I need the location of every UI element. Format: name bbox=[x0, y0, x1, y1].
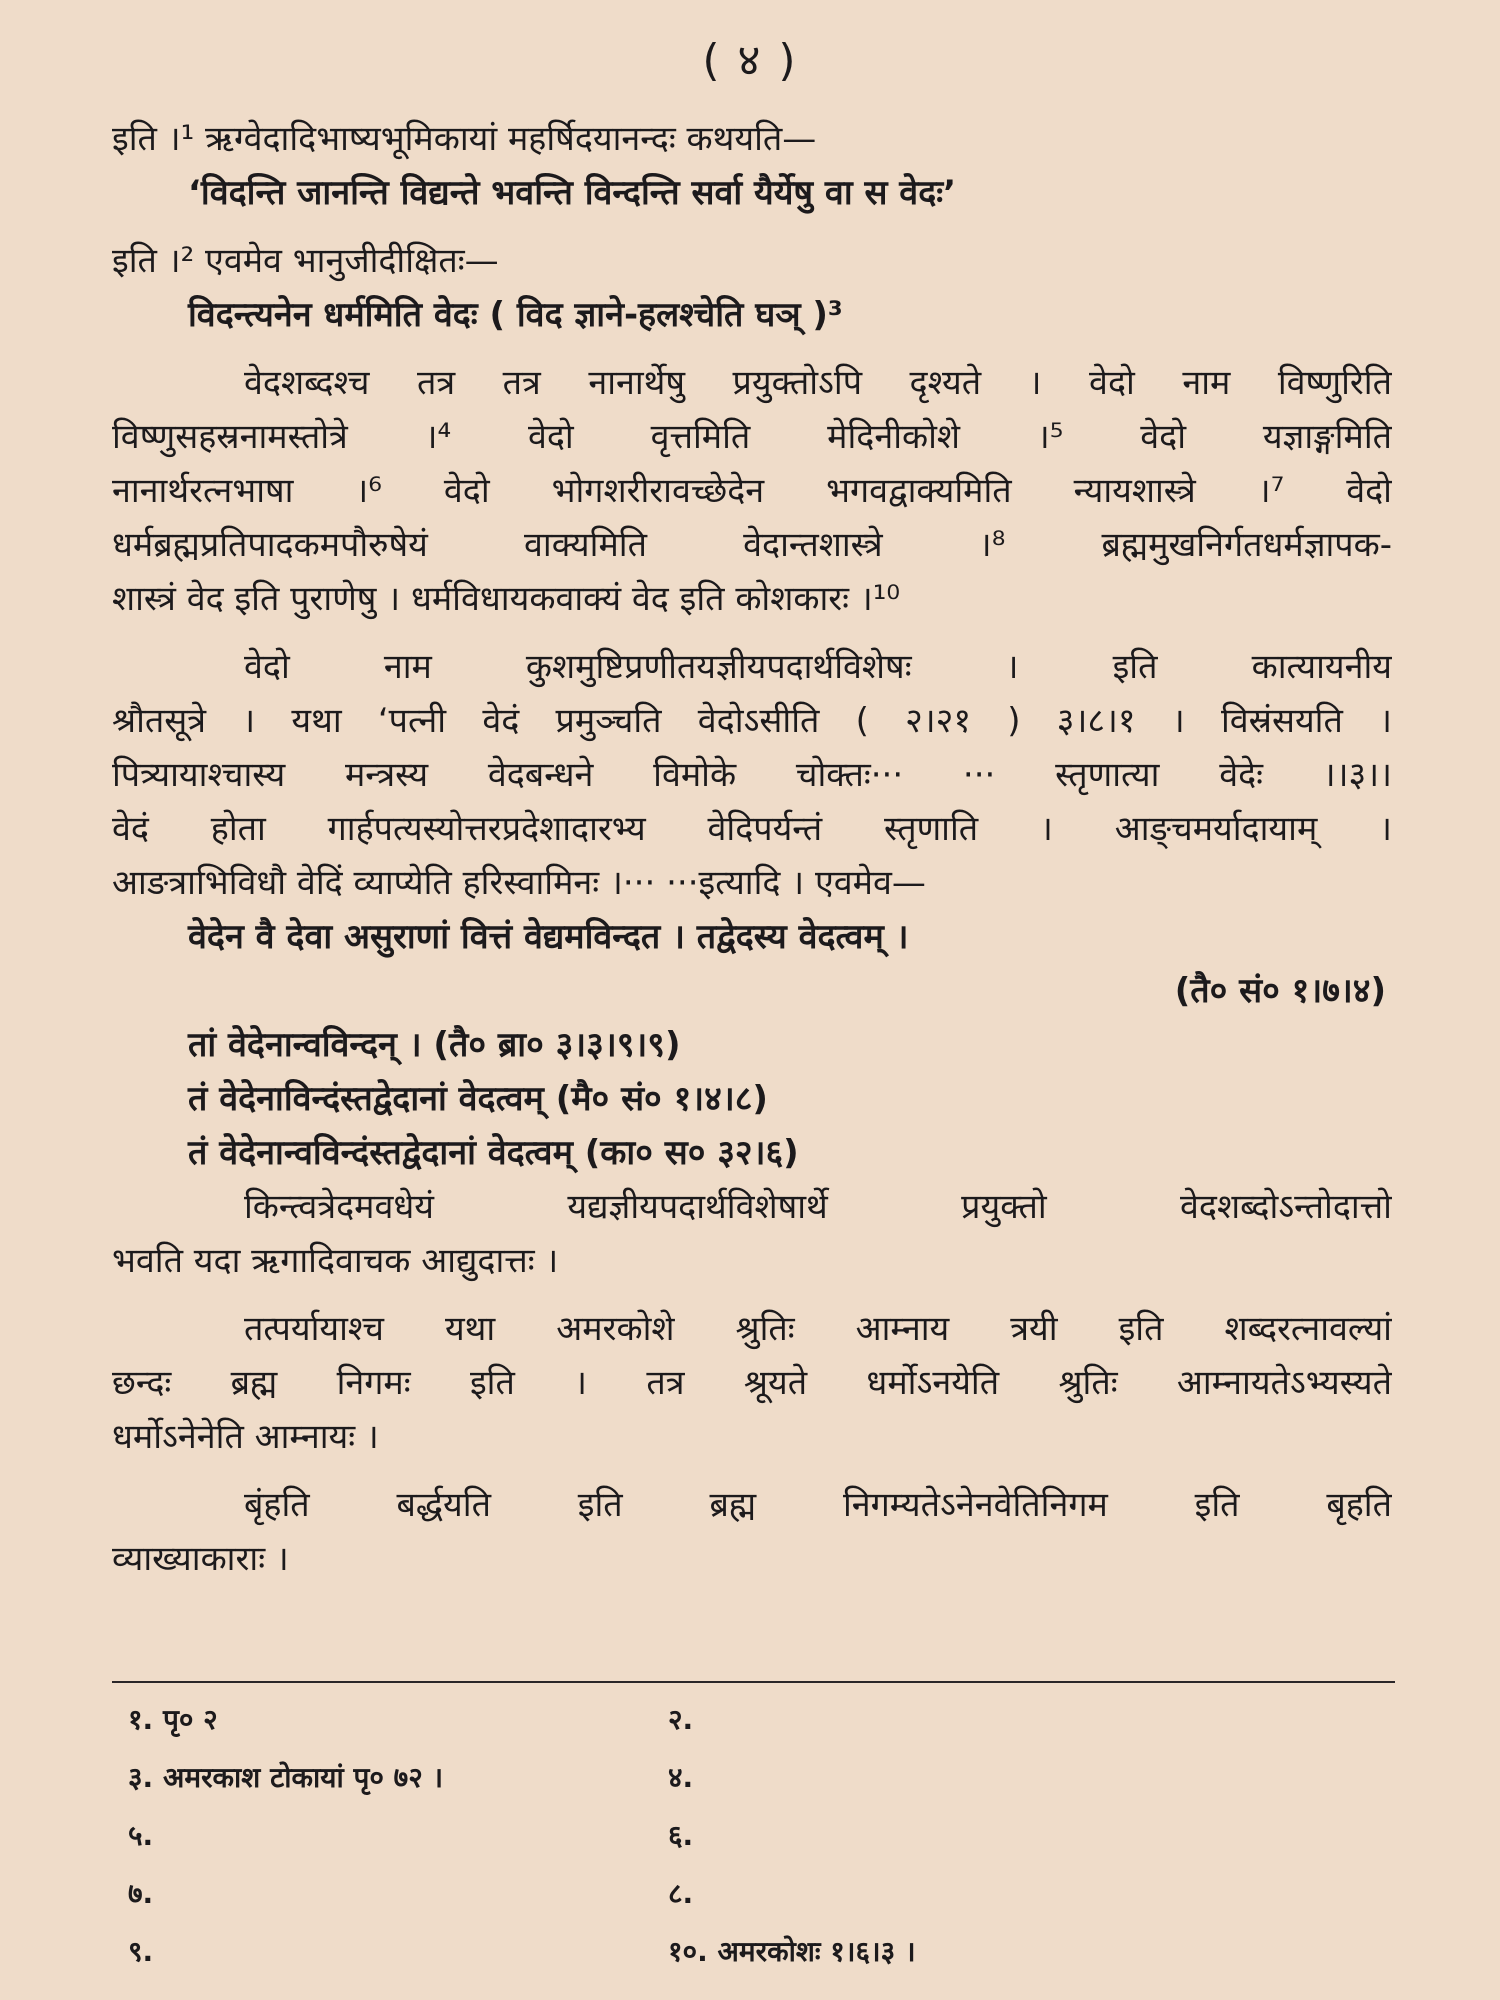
text-line: आङत्राभिविधौ वेदिं व्याप्येति हरिस्वामिनः ।··· ···इत्यादि । एवमेव— bbox=[112, 863, 926, 903]
text-line: वेदो नाम कुशमुष्टिप्रणीतयज्ञीयपदार्थविशेषः । इति कात्यायनीय bbox=[244, 647, 1392, 687]
footnote-right: ४. bbox=[668, 1761, 694, 1794]
footnote-right: २. bbox=[668, 1703, 694, 1736]
footnotes bbox=[128, 1700, 1388, 1990]
paragraph-gap bbox=[112, 220, 1392, 234]
footnote-divider bbox=[112, 1681, 1395, 1683]
text-line: बृंहति बर्द्धयति इति ब्रह्म निगम्यतेऽनेनवेतिनिगम इति बृहति bbox=[244, 1485, 1392, 1525]
footnote-left: ५. bbox=[128, 1819, 154, 1852]
footnote-right: ८. bbox=[668, 1877, 694, 1910]
text-line: तत्पर्यायाश्च यथा अमरकोशे श्रुतिः आम्नाय त्रयी इति शब्दरत्नावल्यां bbox=[244, 1309, 1392, 1349]
text-line: ‘विदन्ति जानन्ति विद्यन्ते भवन्ति विन्दन्ति सर्वा यैर्येषु वा स वेदः’ bbox=[188, 173, 957, 213]
text-line: वेदं होता गार्हपत्यस्योत्तरप्रदेशादारभ्य वेदिपर्यन्तं स्तृणाति । आङ्चमर्यादायाम् । bbox=[112, 809, 1392, 849]
text-line: छन्दः ब्रह्म निगमः इति । तत्र श्रूयते धर्मोऽनयेति श्रुतिः आम्नायतेऽभ्यस्यते bbox=[112, 1363, 1392, 1403]
footnote-left: ९. bbox=[128, 1935, 154, 1968]
paragraph-gap bbox=[112, 1288, 1392, 1302]
text-line: भवति यदा ऋगादिवाचक आद्युदात्तः । bbox=[112, 1241, 559, 1281]
text-line: पित्र्यायाश्चास्य मन्त्रस्य वेदबन्धने विमोके चोक्तः··· ··· स्तृणात्या वेदेः ।।३।। bbox=[112, 755, 1392, 795]
text-line: इति ।² एवमेव भानुजीदीक्षितः— bbox=[112, 241, 499, 281]
text-line: तां वेदेनान्वविन्दन् । (तै० ब्रा० ३।३।९।९) bbox=[188, 1025, 681, 1065]
footnote-right: ६. bbox=[668, 1819, 694, 1852]
text-line: तं वेदेनान्वविन्दंस्तद्वेदानां वेदत्वम् (का० स० ३२।६) bbox=[188, 1133, 799, 1173]
text-line: विष्णुसहस्रनामस्तोत्रे ।⁴ वेदो वृत्तमिति मेदिनीकोशे ।⁵ वेदो यज्ञाङ्गमिति bbox=[112, 417, 1392, 457]
text-line: (तै० सं० १।७।४) bbox=[1174, 971, 1386, 1011]
footnote-right: १०. अमरकोशः १।६।३ । bbox=[668, 1935, 916, 1968]
footnote-row bbox=[128, 1758, 1388, 1816]
paragraph-gap bbox=[112, 342, 1392, 356]
text-line: श्रौतसूत्रे । यथा ‘पत्नी वेदं प्रमुञ्चति वेदोऽसीति ( २।२१ ) ३।८।१ । विस्रंसयति । bbox=[112, 701, 1392, 741]
footnote-row bbox=[128, 1874, 1388, 1932]
footnote-row bbox=[128, 1700, 1388, 1758]
footnote-row bbox=[128, 1816, 1388, 1874]
text-line: वेदशब्दश्च तत्र तत्र नानार्थेषु प्रयुक्तोऽपि दृश्यते । वेदो नाम विष्णुरिति bbox=[244, 363, 1392, 403]
text-line: विदन्त्यनेन धर्ममिति वेदः ( विद ज्ञाने-हलश्चेति घञ् )³ bbox=[188, 295, 843, 335]
text-line: किन्त्वत्रेदमवधेयं यद्यज्ञीयपदार्थविशेषार्थे प्रयुक्तो वेदशब्दोऽन्तोदात्तो bbox=[244, 1187, 1392, 1227]
text-line: इति ।¹ ऋग्वेदादिभाष्यभूमिकायां महर्षिदयानन्दः कथयति— bbox=[112, 119, 817, 159]
footnote-left: ३. अमरकाश टोकायां पृ० ७२ । bbox=[128, 1761, 444, 1794]
text-line: शास्त्रं वेद इति पुराणेषु । धर्मविधायकवाक्यं वेद इति कोशकारः ।¹⁰ bbox=[112, 579, 901, 619]
footnote-row bbox=[128, 1932, 1388, 1990]
main-text bbox=[112, 112, 1392, 1586]
text-line: धर्मोऽनेनेति आम्नायः । bbox=[112, 1417, 379, 1457]
footnote-left: ७. bbox=[128, 1877, 154, 1910]
text-line: व्याख्याकाराः । bbox=[112, 1539, 289, 1579]
page-number: ( ४ ) bbox=[702, 35, 798, 86]
footnote-left: १. पृ० २ bbox=[128, 1703, 218, 1736]
paragraph-gap bbox=[112, 626, 1392, 640]
text-line: नानार्थरत्नभाषा ।⁶ वेदो भोगशरीरावच्छेदेन भगवद्वाक्यमिति न्यायशास्त्रे ।⁷ वेदो bbox=[112, 471, 1392, 511]
text-line: वेदेन वै देवा असुराणां वित्तं वेद्यमविन्दत । तद्वेदस्य वेदत्वम् । bbox=[188, 917, 909, 957]
text-line: तं वेदेनाविन्दंस्तद्वेदानां वेदत्वम् (मै० सं० १।४।८) bbox=[188, 1079, 768, 1119]
paragraph-gap bbox=[112, 1464, 1392, 1478]
text-line: धर्मब्रह्मप्रतिपादकमपौरुषेयं वाक्यमिति वेदान्तशास्त्रे ।⁸ ब्रह्ममुखनिर्गतधर्मज्ञापक- bbox=[112, 525, 1392, 565]
